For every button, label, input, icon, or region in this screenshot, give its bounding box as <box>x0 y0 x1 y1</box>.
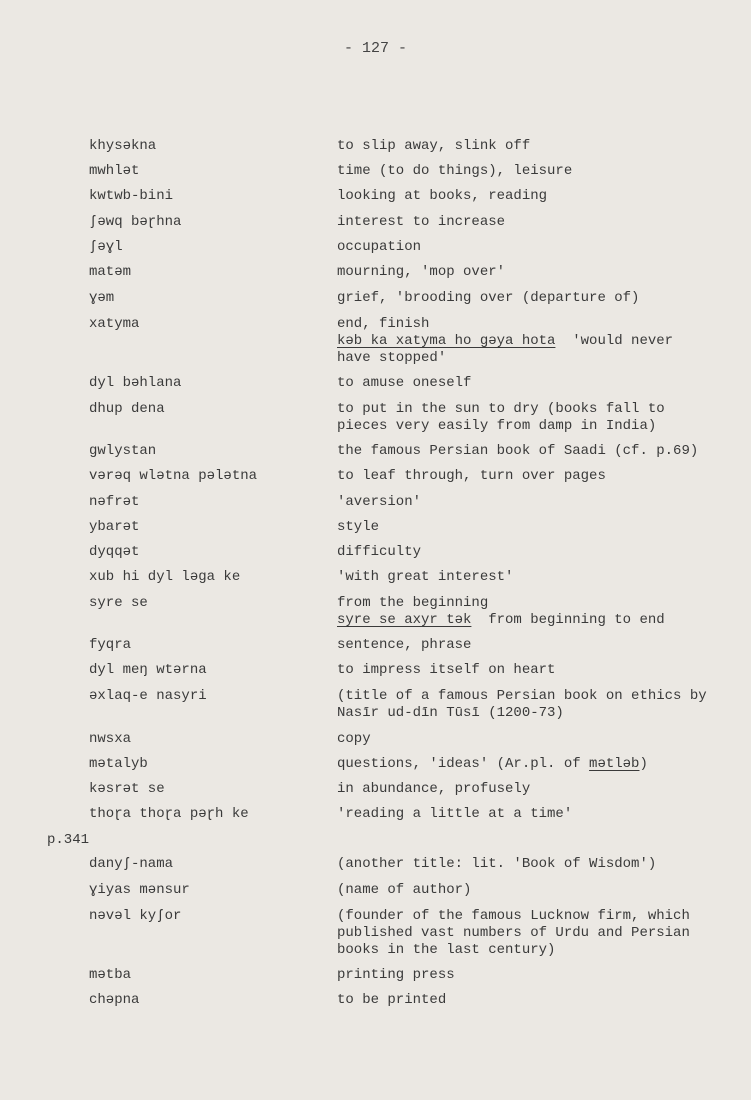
term: ɣiyas mənsur <box>89 882 190 898</box>
gloss: to put in the sun to dry (books fall to pieces very easily from damp in India) <box>337 401 665 434</box>
gloss: occupation <box>337 239 422 255</box>
term: kwtwb-bini <box>89 188 174 204</box>
gloss: time (to do things), leisure <box>337 163 573 179</box>
term: xub hi dyl ləga ke <box>89 569 241 585</box>
gloss: difficulty <box>337 544 422 560</box>
term: dyqqət <box>89 544 140 560</box>
term: khysəkna <box>89 138 157 154</box>
term: ʃəɣl <box>89 239 123 255</box>
gloss: grief, 'brooding over (departure of) <box>337 290 640 306</box>
term: xatyma <box>89 316 140 332</box>
term: thoɽa thoɽa pəɽh ke <box>89 806 249 822</box>
gloss: (another title: lit. 'Book of Wisdom') <box>337 856 657 872</box>
gloss: (name of author) <box>337 882 472 898</box>
term: mətalyb <box>89 756 148 772</box>
term: syre se <box>89 595 148 611</box>
gloss: interest to increase <box>337 214 506 230</box>
page-reference: p.341 <box>47 832 90 848</box>
gloss: end, finish kəb ka xatyma ho gəya hota 'would never have stopped' <box>337 316 674 366</box>
term: dyl bəhlana <box>89 375 182 391</box>
gloss: style <box>337 519 380 535</box>
gloss: to leaf through, turn over pages <box>337 468 606 484</box>
gloss: 'with great interest' <box>337 569 514 585</box>
gloss: questions, 'ideas' (Ar.pl. of mətləb) <box>337 756 648 772</box>
gloss: copy <box>337 731 371 747</box>
gloss: 'reading a little at a time' <box>337 806 573 822</box>
term: gwlystan <box>89 443 157 459</box>
page-number: - 127 - <box>343 40 407 57</box>
gloss: mourning, 'mop over' <box>337 264 506 280</box>
term: əxlaq-e nasyri <box>89 688 207 704</box>
gloss: to be printed <box>337 992 447 1008</box>
underlined-word: mətləb <box>589 756 640 772</box>
term: chəpna <box>89 992 140 1008</box>
gloss: looking at books, reading <box>337 188 548 204</box>
gloss: the famous Persian book of Saadi (cf. p.69) <box>337 443 699 459</box>
term: matəm <box>89 264 132 280</box>
gloss: 'aversion' <box>337 494 422 510</box>
term: nəfrət <box>89 494 140 510</box>
term: mətba <box>89 967 132 983</box>
term: dhup dena <box>89 401 165 417</box>
gloss: in abundance, profusely <box>337 781 531 797</box>
term: fyqra <box>89 637 132 653</box>
underlined-example: syre se axyr tək <box>337 612 472 628</box>
gloss: to amuse oneself <box>337 375 472 391</box>
term: danyʃ-nama <box>89 856 174 872</box>
term: nwsxa <box>89 731 132 747</box>
gloss: to slip away, slink off <box>337 138 531 154</box>
underlined-example: kəb ka xatyma ho gəya hota <box>337 333 556 349</box>
gloss: sentence, phrase <box>337 637 472 653</box>
term: ɣəm <box>89 290 115 306</box>
gloss: printing press <box>337 967 455 983</box>
term: mwhlət <box>89 163 140 179</box>
gloss: (title of a famous Persian book on ethics by Nasīr ud-dīn Tūsī (1200-73) <box>337 688 707 721</box>
gloss: to impress itself on heart <box>337 662 556 678</box>
gloss: (founder of the famous Lucknow firm, which published vast numbers of Urdu and Persian books in the last century) <box>337 908 690 958</box>
term: ybarət <box>89 519 140 535</box>
term: ʃəwq bəɽhna <box>89 214 182 230</box>
term: dyl meŋ wtərna <box>89 662 207 678</box>
term: nəvəl kyʃor <box>89 908 182 924</box>
gloss: from the beginning syre se axyr tək from beginning to end <box>337 595 665 628</box>
term: kəsrət se <box>89 781 165 797</box>
term: vərəq wlətna pələtna <box>89 468 258 484</box>
